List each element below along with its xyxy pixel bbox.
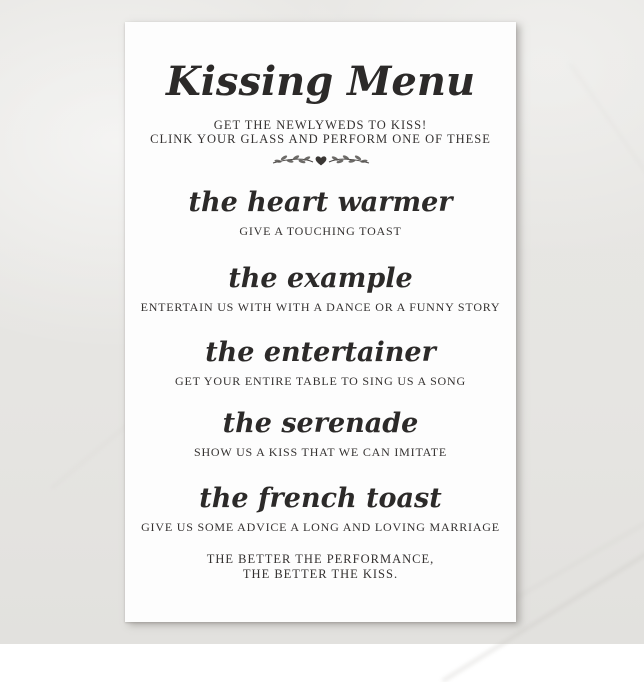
menu-item-description: ENTERTAIN US WITH WITH A DANCE OR A FUNNY STORY [140,300,501,314]
card-title: Kissing Menu [165,58,476,105]
card-footer [125,552,516,582]
menu-item [125,336,516,388]
heart-icon [315,156,326,165]
menu-item [125,186,516,238]
laurel-heart-divider-icon [125,149,516,173]
menu-item-title: the example [228,263,413,294]
footer-line-1: THE BETTER THE PERFORMANCE, [206,552,435,566]
menu-item-description: SHOW US A KISS THAT WE CAN IMITATE [193,445,448,459]
menu-item-description: GIVE US SOME ADVICE A LONG AND LOVING MARRIAGE [141,520,500,534]
menu-item [125,262,516,314]
footer-line-2: THE BETTER THE KISS. [242,567,399,581]
menu-item-description: GET YOUR ENTIRE TABLE TO SING US A SONG [175,374,466,388]
menu-item-description: GIVE A TOUCHING TOAST [239,224,402,238]
kissing-menu-card [125,22,516,622]
menu-item-title: the serenade [222,408,419,439]
subtitle-line-1: GET THE NEWLYWEDS TO KISS! [213,118,428,132]
card-subtitle [125,118,516,146]
menu-item-title: the entertainer [205,337,436,368]
menu-item [125,407,516,459]
marble-vein [569,63,644,179]
menu-item-title: the heart warmer [188,187,453,218]
menu-item [125,482,516,534]
subtitle-line-2: CLINK YOUR GLASS AND PERFORM ONE OF THESE [150,132,491,146]
menu-item-title: the french toast [199,483,442,514]
